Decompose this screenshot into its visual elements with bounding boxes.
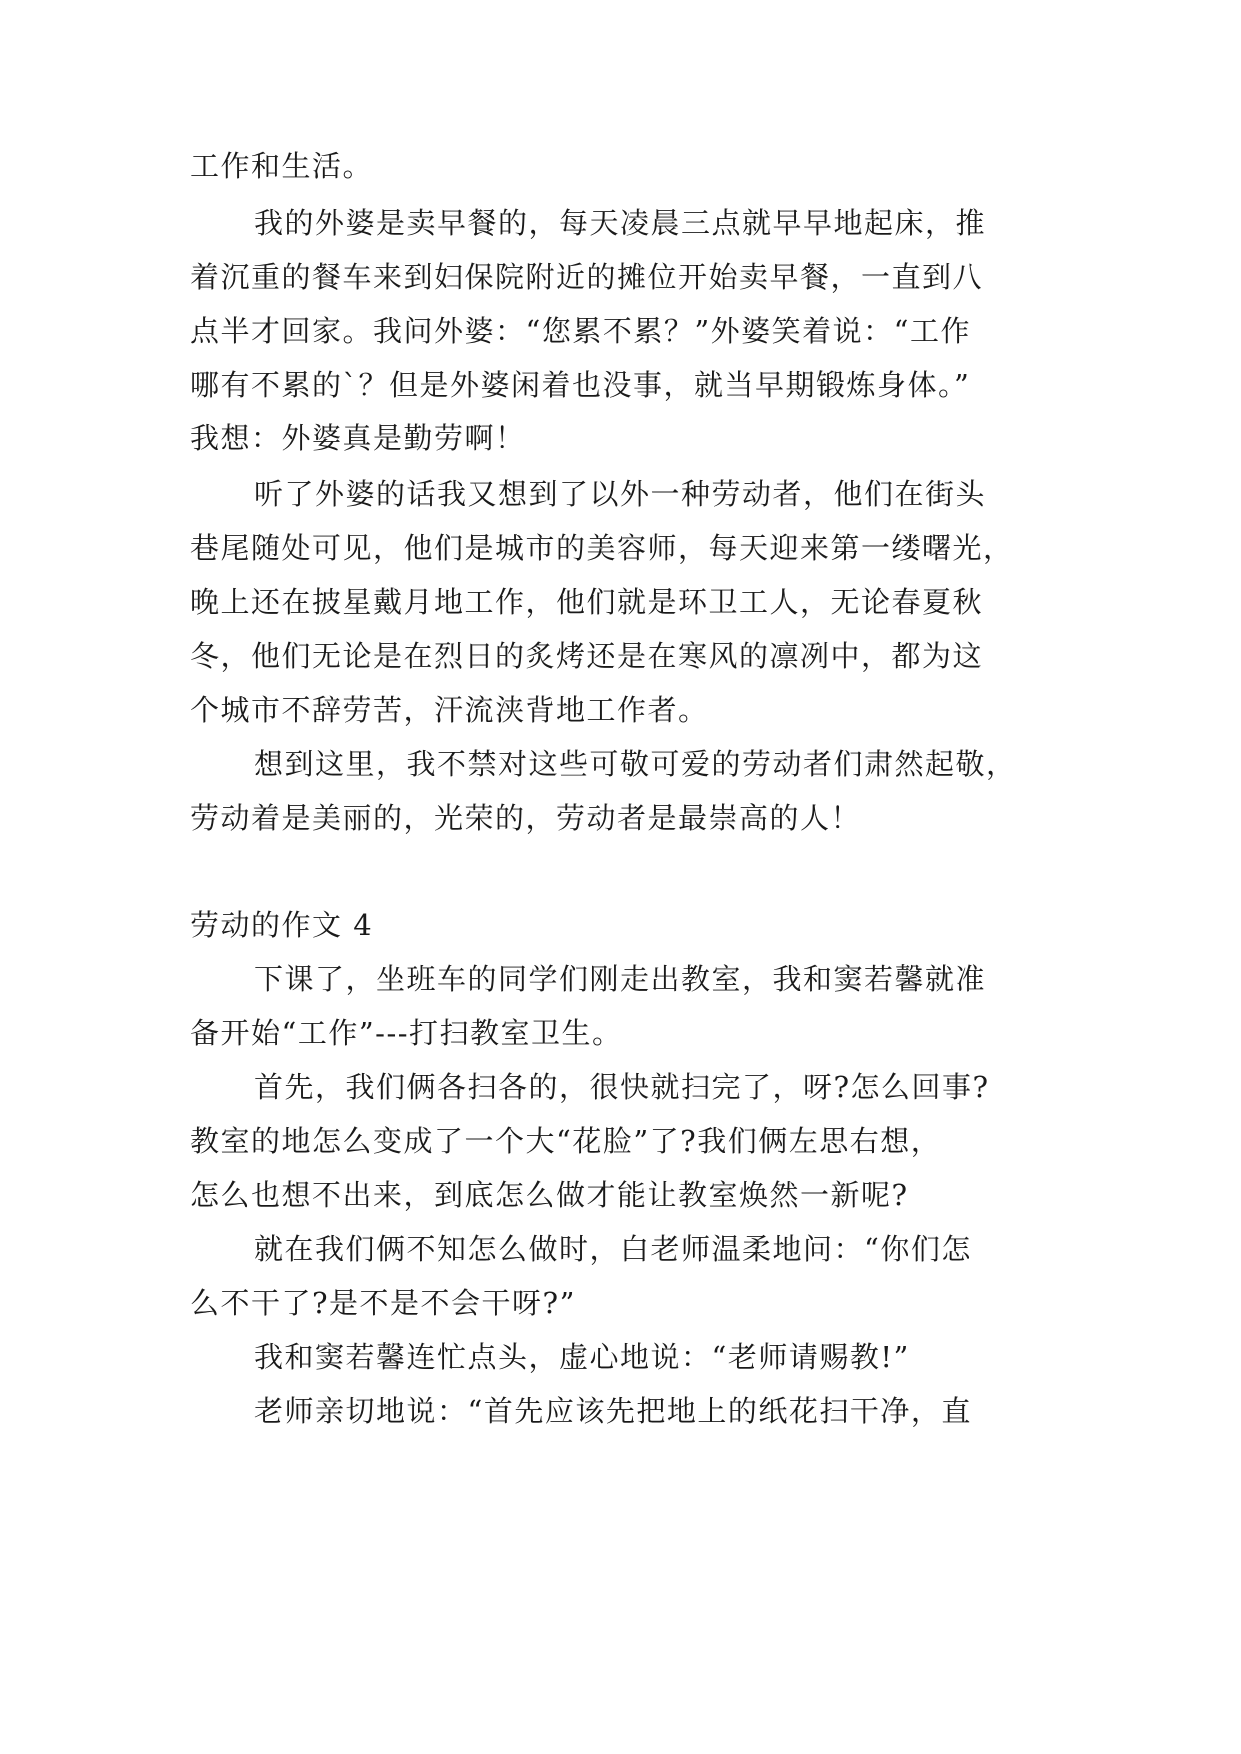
text-line: 巷尾随处可见，他们是城市的美容师，每天迎来第一缕曙光， <box>190 531 1014 565</box>
text-line: 备开始“工作”---打扫教室卫生。 <box>190 1016 623 1050</box>
section-title: 劳动的作文 4 <box>190 908 374 942</box>
text-line: 工作和生活。 <box>190 149 374 183</box>
text-line: 我想：外婆真是勤劳啊！ <box>190 421 526 455</box>
paragraph-line: 就在我们俩不知怎么做时，白老师温柔地问：“你们怎 <box>254 1232 972 1266</box>
text-line: 点半才回家。我问外婆：“您累不累？”外婆笑着说：“工作 <box>190 314 971 348</box>
text-line: 着沉重的餐车来到妇保院附近的摊位开始卖早餐，一直到八 <box>190 260 984 294</box>
paragraph-line: 想到这里，我不禁对这些可敬可爱的劳动者们肃然起敬， <box>254 747 1017 781</box>
paragraph-line: 老师亲切地说：“首先应该先把地上的纸花扫干净，直 <box>254 1394 972 1428</box>
text-line: 怎么也想不出来，到底怎么做才能让教室焕然一新呢? <box>190 1178 909 1212</box>
paragraph-line: 听了外婆的话我又想到了以外一种劳动者，他们在街头 <box>254 477 987 511</box>
text-line: 冬，他们无论是在烈日的炙烤还是在寒风的凛冽中，都为这 <box>190 639 984 673</box>
text-line: 晚上还在披星戴月地工作，他们就是环卫工人，无论春夏秋 <box>190 585 984 619</box>
text-line: 教室的地怎么变成了一个大“花脸”了?我们俩左思右想， <box>190 1124 942 1158</box>
text-line: 个城市不辞劳苦，汗流浃背地工作者。 <box>190 693 709 727</box>
paragraph-line: 下课了，坐班车的同学们刚走出教室，我和窦若馨就准 <box>254 962 987 996</box>
paragraph-line: 我的外婆是卖早餐的，每天凌晨三点就早早地起床，推 <box>254 206 987 240</box>
text-line: 么不干了?是不是不会干呀?” <box>190 1286 576 1320</box>
text-line: 劳动着是美丽的，光荣的，劳动者是最崇高的人！ <box>190 801 862 835</box>
text-line: 哪有不累的`？但是外婆闲着也没事，就当早期锻炼身体。” <box>190 368 971 402</box>
paragraph-line: 我和窦若馨连忙点头，虚心地说：“老师请赐教!” <box>254 1340 910 1374</box>
paragraph-line: 首先，我们俩各扫各的，很快就扫完了，呀?怎么回事? <box>254 1070 990 1104</box>
